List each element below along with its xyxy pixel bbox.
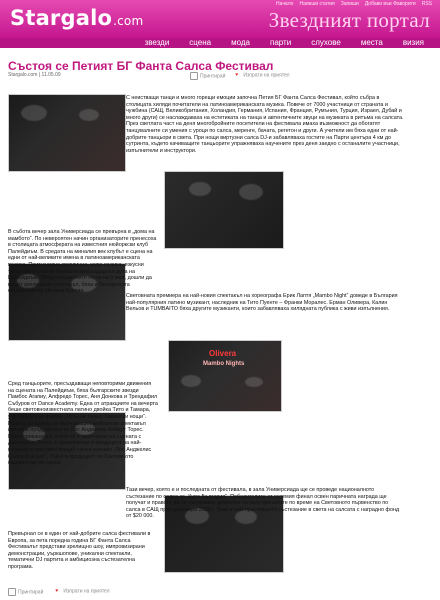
send-label: Изпрати на приятел <box>243 72 290 79</box>
footer-send-action[interactable] <box>55 588 109 596</box>
article-title: Състоя се Петият БГ Фанта Салса Фестивал <box>8 59 274 73</box>
menu-item-places[interactable]: места <box>360 38 383 47</box>
main-menu <box>135 39 434 47</box>
heart-icon: ♥ <box>55 588 59 594</box>
article-content <box>8 83 435 579</box>
site-slogan: Звездният портал <box>268 8 430 32</box>
footer-print-label: Принтирай <box>18 589 44 596</box>
heart-icon: ♥ <box>235 72 239 78</box>
menu-item-fashion[interactable]: мода <box>231 38 250 47</box>
printer-icon <box>8 588 16 596</box>
article-footer-actions <box>8 588 110 596</box>
printer-icon <box>190 72 198 80</box>
topnav-item-register[interactable]: Запиши <box>340 1 359 7</box>
article-actions <box>190 72 290 80</box>
topnav-item-write[interactable]: Напиши статия <box>299 1 335 7</box>
photo-sign-title: Olivera <box>209 349 237 358</box>
photo-sign-subtitle: Mambo Nights <box>203 361 245 367</box>
logo-text: Stargalo <box>10 6 113 30</box>
print-label: Принтирай <box>200 73 226 80</box>
paragraph-6: Превърнал се в един от най-добрите салса фестивали в Европа, за пета поредна година БГ Фанта Салса Фестивалът представи зрелищно шоу, импровизирани демонстрации, уъркшопове, уникални спектакли, тематични DJ партита и амбициозна състезателна програма. <box>8 531 151 570</box>
topnav-item-home[interactable]: Начало <box>276 1 294 7</box>
footer-send-label: Изпрати на приятел <box>63 588 110 595</box>
paragraph-3: Световната премиера на най-новия спектакъл на хореографа Ерик Лаптя „Mambo Night“ доведе в България най-популярния латино музикант, наследник на Тито Пуенте – Франки Моралес. Ерман Оливера, Калин Вельов и TUMBAITO бяха другите музиканти, които забавляваха хилядната публика с живи изпълнения. <box>126 293 398 313</box>
menu-item-party[interactable]: парти <box>270 38 292 47</box>
paragraph-2: В събота вечер зала Универсиада се превърна в „дома на мамбото“. По невероятен начин организаторите пренесоха в столицата атмосферата на известния нюйоркски клуб Палейдиъм. В средата на миналия век клубът е сцена на едни от най-великите имена в латиноамериканската музика. Притушилна светлинна, жива музика, изкусни танцьори и опитни бармани пресъздадоха духа на Палейдиъм. Пред специалните гости на 9 май, дошли да видят зрелищния спектакъл, бяха и българската евродизайнер Мелина Кунева. <box>8 229 157 295</box>
menu-item-look[interactable]: визия <box>402 38 424 47</box>
top-navigation <box>276 1 432 7</box>
logo-suffix: .com <box>113 14 144 28</box>
paragraph-1: С неистващи танци и много горещи емоции започна Петия БГ Фанта Салса Фестивал, който събра в столицата хиляди почитатели на латиноамериканската музика. Повече от 7000 участници от страната и чужбина (САЩ, Великобритания, Холандия, Германия, Испания, Франция, Румъния, Турция, Израел, Дубай и много други) се наслаждаваха на естетиката на танца и автентичните звуци на музиката в ритъма на салсата. През светлата част на деня многобройните посетители на фестивала имаха възможност да обогатят танцувалните си умения с уроци по салса, меренге, бачата, регетон и други. А учители им бяха едни от най-добрите танцьори в света. При нощи виртузни салса DJ-и забавляваха гостите на Парти центъра 4 км до сутринта, където качиващите танцьорите упражняваха научените през деня заедно с останалите участници, изпълнители и инструктори. <box>126 95 404 154</box>
menu-item-stage[interactable]: сцена <box>189 38 212 47</box>
article-meta: Stargalo.com | 11.05.09 <box>8 72 61 78</box>
paragraph-5: Тази вечер, която е и последната от фестивала, в зала Универсиада ще се проведе националното състезание по салса за „Купа България“. Победителите от големия финал освен паричната награда ще получат и правото да се състезават директно на полу-финалите по време на Световното първенство по салса в САЩ през декември 2009 г. Това е най-престижното състезание в света на салсата с наградно фонд от $20 000. <box>126 487 400 520</box>
topnav-item-rss[interactable]: RSS <box>421 1 432 7</box>
send-action[interactable] <box>235 72 289 80</box>
paragraph-4: Сред танцьорите, пресъздаващи неповторими движения на сцената на Палейдиъм, бяха българските звезди Памбос Агапиу, Алфредо Торес, Аня Донкова и Трендафил Събуров от Dance Academy. Една от атракциите на вечерта беше световноизвестната латино двойка Тито и Тамара, участвали във филма „Мръсни танци: Хавански нощи“. Ролята на водещ на вълнуващия нюйоркски спектакъл изпълни продуцентът от Лос Анджелис Алберт Торес. Пуерториканецът, който се е партнирал на сцената с Дженифър Лопез, е организатор и продуцент на най-големия в световен мащаб салса конгрес „Лос Анджелис Салса Конгрес“. Той е и продуцент на Световното първенство по салса. <box>8 381 158 467</box>
print-action[interactable] <box>190 72 225 80</box>
footer-print-action[interactable] <box>8 588 43 596</box>
site-logo[interactable] <box>10 6 143 30</box>
menu-item-rumors[interactable]: слухове <box>311 38 341 47</box>
topnav-item-favorite[interactable]: Добави във Фаворити <box>364 1 416 7</box>
menu-item-stars[interactable]: звезди <box>144 38 170 47</box>
